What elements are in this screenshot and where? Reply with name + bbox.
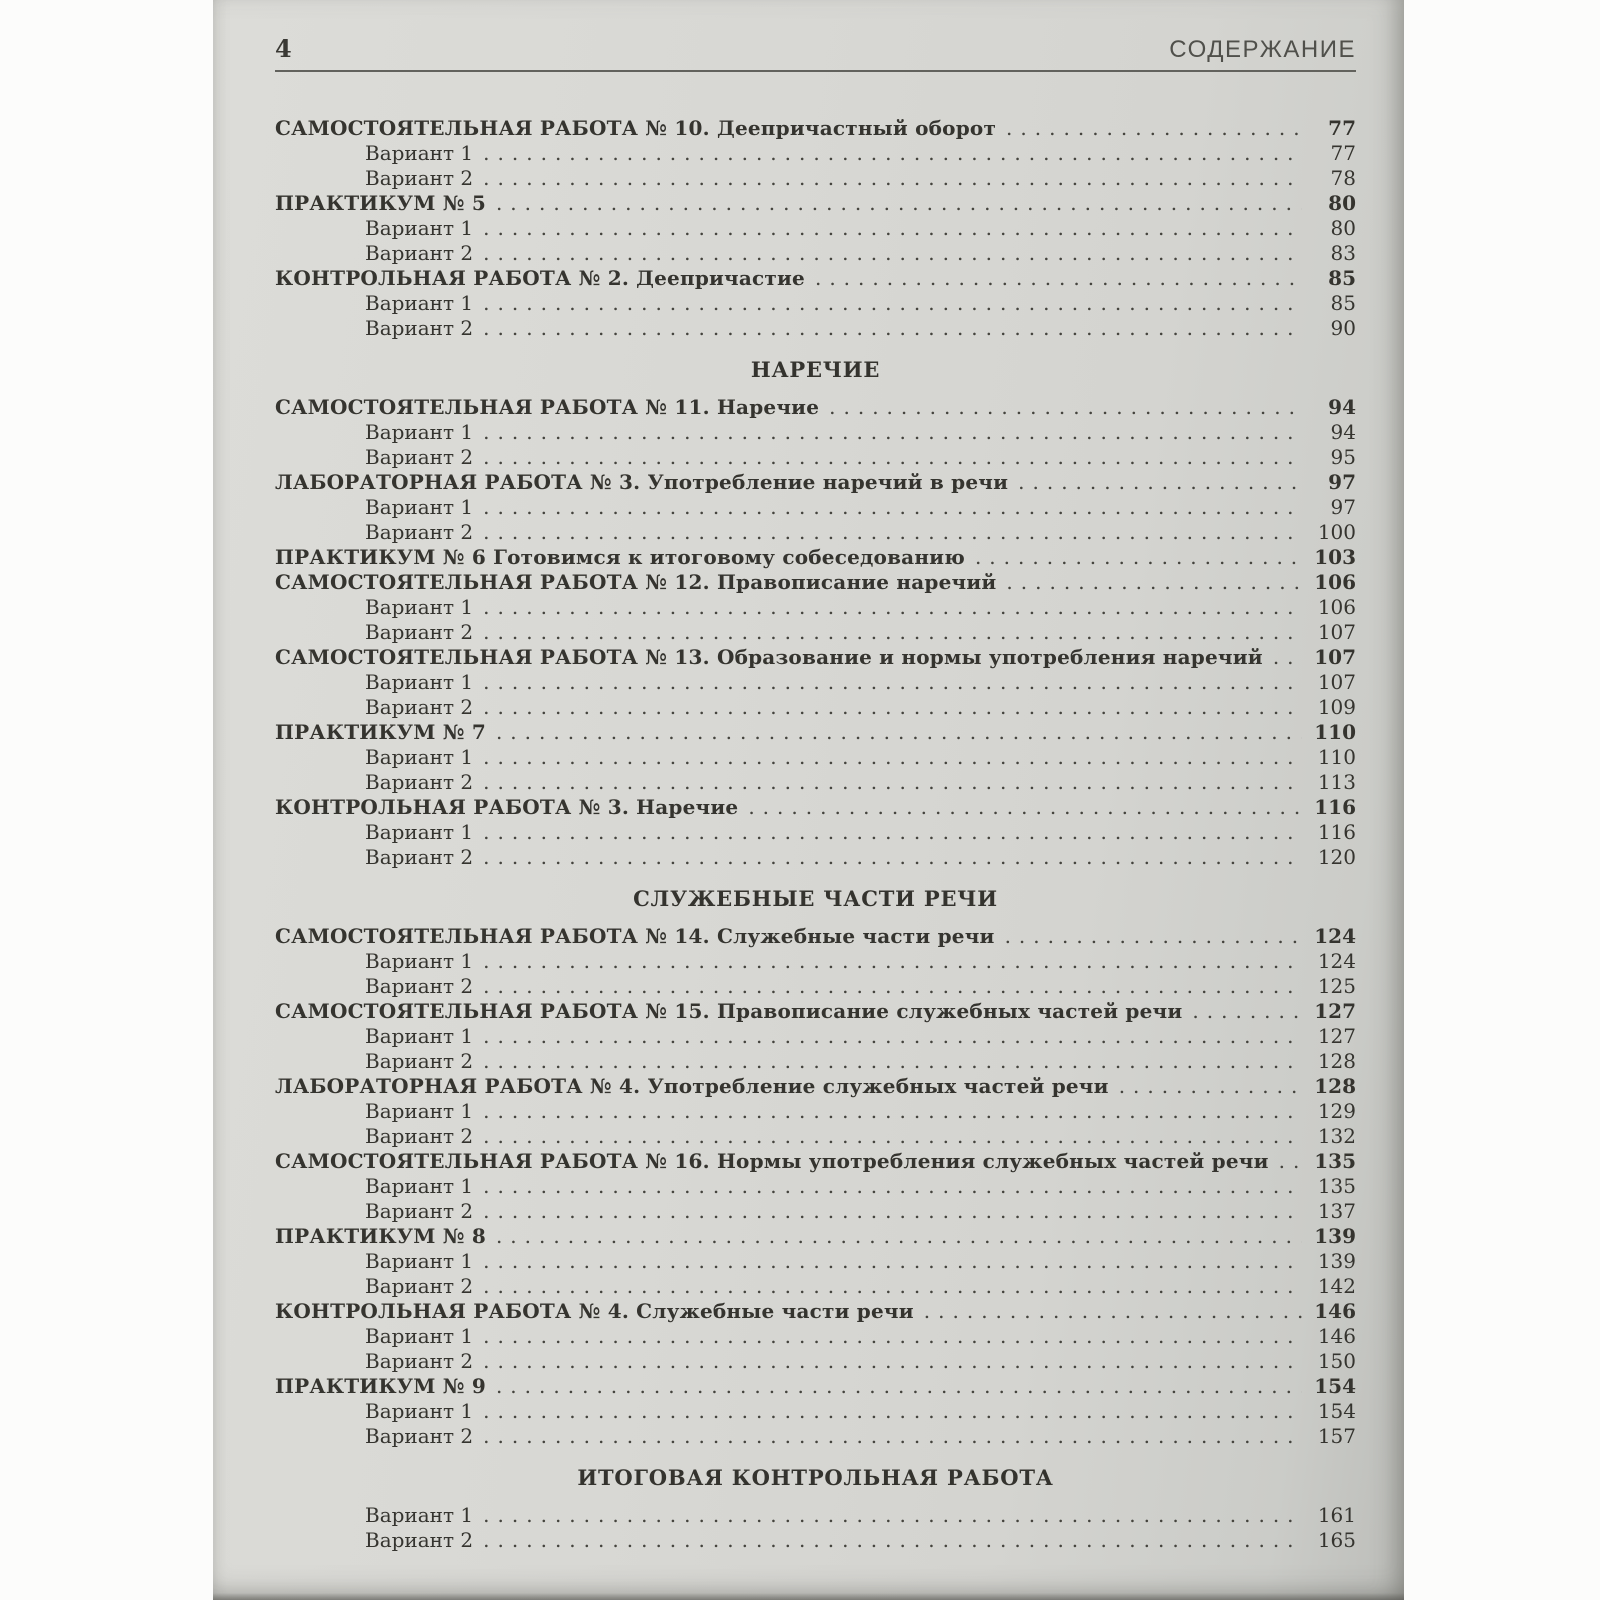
toc-entry	[275, 1074, 1356, 1099]
dot-leader	[483, 1399, 1302, 1424]
toc-entry-page: 139	[1314, 1224, 1356, 1248]
toc-entry-label: ПРАКТИКУМ № 7	[275, 720, 486, 744]
dot-leader	[483, 216, 1302, 241]
toc-subentry	[275, 695, 1356, 720]
toc-entry-page: 116	[1314, 795, 1356, 819]
toc-subentry	[275, 291, 1356, 316]
toc-entry-label: Вариант 2	[365, 1199, 474, 1223]
toc-entry	[275, 266, 1356, 291]
toc-subentry	[275, 1024, 1356, 1049]
toc-entry-label: ПРАКТИКУМ № 6 Готовимся к итоговому собеседованию	[275, 545, 965, 569]
dot-leader	[1006, 116, 1302, 141]
dot-leader	[975, 545, 1302, 570]
toc-entry-label: Вариант 1	[365, 1324, 474, 1348]
toc-subentry	[275, 520, 1356, 545]
toc-entry	[275, 1224, 1356, 1249]
dot-leader	[483, 241, 1302, 266]
toc-entry-label: Вариант 1	[365, 949, 474, 973]
page-header	[275, 34, 1356, 64]
header-rule	[275, 70, 1356, 72]
toc-entry-page: 116	[1317, 820, 1356, 844]
toc-entry-page: 157	[1317, 1424, 1356, 1448]
toc-entry-page: 127	[1314, 999, 1356, 1023]
toc-subentry	[275, 1049, 1356, 1074]
toc-entry-label: Вариант 2	[365, 1124, 474, 1148]
toc-subentry	[275, 166, 1356, 191]
toc-entry-label: Вариант 2	[365, 520, 474, 544]
toc-subentry	[275, 949, 1356, 974]
toc-entry-label: Вариант 2	[365, 770, 474, 794]
toc-entry-page: 165	[1317, 1528, 1356, 1552]
dot-leader	[483, 1503, 1302, 1528]
dot-leader	[483, 1528, 1302, 1553]
toc-entry-label: Вариант 1	[365, 291, 474, 315]
toc-entry-page: 125	[1317, 974, 1356, 998]
toc-entry-page: 139	[1317, 1249, 1356, 1273]
toc-entry-label: САМОСТОЯТЕЛЬНАЯ РАБОТА № 10. Деепричастный оборот	[275, 116, 997, 140]
dot-leader	[483, 1274, 1302, 1299]
toc-entry-page: 85	[1330, 291, 1356, 315]
dot-leader	[483, 1024, 1302, 1049]
dot-leader	[483, 1049, 1302, 1074]
toc-subentry	[275, 1174, 1356, 1199]
dot-leader	[483, 316, 1302, 341]
toc-entry-label: Вариант 1	[365, 1249, 474, 1273]
toc-entry-label: Вариант 2	[365, 445, 474, 469]
toc-entry-label: САМОСТОЯТЕЛЬНАЯ РАБОТА № 12. Правописание наречий	[275, 570, 997, 594]
toc-entry-label: ЛАБОРАТОРНАЯ РАБОТА № 3. Употребление наречий в речи	[275, 470, 1009, 494]
toc-subentry	[275, 495, 1356, 520]
toc-entry-page: 154	[1317, 1399, 1356, 1423]
toc-entry-label: КОНТРОЛЬНАЯ РАБОТА № 4. Служебные части речи	[275, 1299, 914, 1323]
toc-entry-page: 154	[1314, 1374, 1356, 1398]
toc-entry-page: 83	[1330, 241, 1356, 265]
toc-entry-page: 94	[1328, 395, 1356, 419]
toc-entry-page: 107	[1314, 645, 1356, 669]
toc-entry-label: Вариант 1	[365, 495, 474, 519]
dot-leader	[483, 1099, 1302, 1124]
dot-leader	[496, 720, 1302, 745]
dot-leader	[483, 974, 1302, 999]
toc-subentry	[275, 1503, 1356, 1528]
book-page	[213, 0, 1404, 1600]
dot-leader	[483, 770, 1302, 795]
toc-entry-label: ПРАКТИКУМ № 5	[275, 191, 486, 215]
toc-entry-page: 128	[1314, 1074, 1356, 1098]
toc-subentry	[275, 670, 1356, 695]
toc-entry-page: 124	[1314, 924, 1356, 948]
toc-entry-page: 107	[1317, 620, 1356, 644]
toc-entry-page: 135	[1317, 1174, 1356, 1198]
toc-entry-label: Вариант 1	[365, 141, 474, 165]
toc-entry-label: Вариант 1	[365, 745, 474, 769]
toc-entry-label: Вариант 2	[365, 166, 474, 190]
toc-subentry	[275, 1124, 1356, 1149]
toc-subentry	[275, 316, 1356, 341]
dot-leader	[496, 1224, 1302, 1249]
toc-subentry	[275, 770, 1356, 795]
toc-entry-page: 132	[1317, 1124, 1356, 1148]
toc-entry-label: Вариант 1	[365, 216, 474, 240]
toc-entry-page: 146	[1317, 1324, 1356, 1348]
page-number: 4	[275, 34, 292, 63]
toc-entry-page: 113	[1317, 770, 1356, 794]
dot-leader	[924, 1299, 1302, 1324]
dot-leader	[483, 495, 1302, 520]
toc-entry-page: 109	[1317, 695, 1356, 719]
toc-entry-label: САМОСТОЯТЕЛЬНАЯ РАБОТА № 13. Образование и нормы употребления наречий	[275, 645, 1263, 669]
dot-leader	[1279, 1149, 1302, 1174]
toc-entry-page: 110	[1317, 745, 1356, 769]
dot-leader	[1018, 470, 1302, 495]
toc-entry-page: 97	[1328, 470, 1356, 494]
dot-leader	[483, 845, 1302, 870]
toc-entry-page: 77	[1328, 116, 1356, 140]
toc-entry-label: САМОСТОЯТЕЛЬНАЯ РАБОТА № 11. Наречие	[275, 395, 820, 419]
toc-entry-page: 85	[1328, 266, 1356, 290]
dot-leader	[483, 166, 1302, 191]
toc-entry-label: САМОСТОЯТЕЛЬНАЯ РАБОТА № 15. Правописание служебных частей речи	[275, 999, 1183, 1023]
toc-entry-page: 129	[1317, 1099, 1356, 1123]
toc-entry	[275, 570, 1356, 595]
toc-entry-page: 77	[1330, 141, 1356, 165]
toc-entry-page: 161	[1317, 1503, 1356, 1527]
toc-entry	[275, 395, 1356, 420]
dot-leader	[496, 191, 1302, 216]
dot-leader	[483, 745, 1302, 770]
dot-leader	[483, 420, 1302, 445]
toc-entry-label: Вариант 1	[365, 595, 474, 619]
dot-leader	[483, 291, 1302, 316]
dot-leader	[483, 1249, 1302, 1274]
toc-entry	[275, 470, 1356, 495]
toc-subentry	[275, 820, 1356, 845]
toc-subentry	[275, 595, 1356, 620]
toc-entry	[275, 924, 1356, 949]
toc-subentry	[275, 845, 1356, 870]
dot-leader	[483, 620, 1302, 645]
toc-entry	[275, 545, 1356, 570]
toc-entry-page: 94	[1330, 420, 1356, 444]
toc-subentry	[275, 216, 1356, 241]
toc-entry-page: 107	[1317, 670, 1356, 694]
dot-leader	[483, 1324, 1302, 1349]
toc-subentry	[275, 241, 1356, 266]
toc-entry-label: Вариант 2	[365, 1424, 474, 1448]
toc-entry-page: 80	[1330, 216, 1356, 240]
toc-entry-page: 97	[1330, 495, 1356, 519]
toc-subentry	[275, 1324, 1356, 1349]
toc-subentry	[275, 1199, 1356, 1224]
toc-entry	[275, 191, 1356, 216]
dot-leader	[483, 520, 1302, 545]
toc-entry-label: Вариант 2	[365, 241, 474, 265]
toc-section-header: ИТОГОВАЯ КОНТРОЛЬНАЯ РАБОТА	[577, 1465, 1054, 1490]
toc-entry-label: Вариант 2	[365, 1528, 474, 1552]
dot-leader	[483, 670, 1302, 695]
dot-leader	[1119, 1074, 1302, 1099]
toc-entry-label: Вариант 1	[365, 420, 474, 444]
dot-leader	[1273, 645, 1302, 670]
toc-entry-page: 150	[1317, 1349, 1356, 1373]
toc-entry-label: Вариант 1	[365, 1099, 474, 1123]
dot-leader	[1192, 999, 1302, 1024]
dot-leader	[483, 1424, 1302, 1449]
toc-entry	[275, 116, 1356, 141]
toc-entry-label: Вариант 1	[365, 1503, 474, 1527]
toc-entry-page: 90	[1330, 316, 1356, 340]
dot-leader	[1005, 924, 1302, 949]
toc-entry	[275, 645, 1356, 670]
toc-entry-page: 106	[1317, 595, 1356, 619]
toc-entry-label: Вариант 2	[365, 1349, 474, 1373]
toc-entry-page: 128	[1317, 1049, 1356, 1073]
dot-leader	[483, 141, 1302, 166]
toc-entry-label: Вариант 2	[365, 695, 474, 719]
toc-entry-label: Вариант 1	[365, 820, 474, 844]
toc-entry-label: ЛАБОРАТОРНАЯ РАБОТА № 4. Употребление служебных частей речи	[275, 1074, 1109, 1098]
toc-entry-page: 103	[1314, 545, 1356, 569]
dot-leader	[815, 266, 1302, 291]
toc-entry-page: 146	[1314, 1299, 1356, 1323]
dot-leader	[483, 595, 1302, 620]
toc-entry-page: 95	[1330, 445, 1356, 469]
toc-entry-page: 124	[1317, 949, 1356, 973]
dot-leader	[496, 1374, 1302, 1399]
dot-leader	[483, 820, 1302, 845]
toc-subentry	[275, 1099, 1356, 1124]
toc-entry-page: 135	[1314, 1149, 1356, 1173]
toc-entry-label: Вариант 2	[365, 1274, 474, 1298]
toc-subentry	[275, 1274, 1356, 1299]
toc-entry-label: Вариант 1	[365, 670, 474, 694]
toc-subentry	[275, 445, 1356, 470]
toc-section-header: НАРЕЧИЕ	[750, 357, 881, 382]
toc-entry-page: 127	[1317, 1024, 1356, 1048]
toc-entry-page: 80	[1328, 191, 1356, 215]
toc-entry-label: Вариант 2	[365, 974, 474, 998]
toc-subentry	[275, 1528, 1356, 1553]
toc-entry-label: КОНТРОЛЬНАЯ РАБОТА № 3. Наречие	[275, 795, 739, 819]
dot-leader	[483, 1124, 1302, 1149]
toc-entry-label: ПРАКТИКУМ № 8	[275, 1224, 486, 1248]
toc-subentry	[275, 141, 1356, 166]
toc-entry-label: Вариант 1	[365, 1399, 474, 1423]
dot-leader	[483, 1174, 1302, 1199]
dot-leader	[483, 1349, 1302, 1374]
toc-subentry	[275, 1349, 1356, 1374]
toc-entry	[275, 1374, 1356, 1399]
dot-leader	[483, 949, 1302, 974]
toc-entry-page: 120	[1317, 845, 1356, 869]
toc-entry-page: 100	[1317, 520, 1356, 544]
toc-entry-label: Вариант 2	[365, 845, 474, 869]
toc-entry-label: САМОСТОЯТЕЛЬНАЯ РАБОТА № 14. Служебные части речи	[275, 924, 995, 948]
toc-entry-label: Вариант 1	[365, 1024, 474, 1048]
toc-subentry	[275, 1424, 1356, 1449]
toc-section-header: СЛУЖЕБНЫЕ ЧАСТИ РЕЧИ	[633, 886, 998, 911]
dot-leader	[748, 795, 1302, 820]
dot-leader	[483, 695, 1302, 720]
toc-entry-label: ПРАКТИКУМ № 9	[275, 1374, 486, 1398]
toc-entry-page: 106	[1314, 570, 1356, 594]
toc-entry-page: 78	[1330, 166, 1356, 190]
dot-leader	[829, 395, 1302, 420]
toc-subentry	[275, 1399, 1356, 1424]
toc-subentry	[275, 620, 1356, 645]
toc-entry-label: КОНТРОЛЬНАЯ РАБОТА № 2. Деепричастие	[275, 266, 805, 290]
toc-entry-page: 110	[1314, 720, 1356, 744]
toc-entry-page: 137	[1317, 1199, 1356, 1223]
running-title: СОДЕРЖАНИЕ	[1169, 36, 1356, 63]
dot-leader	[1006, 570, 1302, 595]
toc-entry-page: 142	[1317, 1274, 1356, 1298]
toc-entry-label: Вариант 2	[365, 620, 474, 644]
toc-entry	[275, 1149, 1356, 1174]
toc-entry	[275, 720, 1356, 745]
toc-subentry	[275, 745, 1356, 770]
toc-subentry	[275, 1249, 1356, 1274]
dot-leader	[483, 445, 1302, 470]
toc-subentry	[275, 420, 1356, 445]
toc-entry-label: Вариант 2	[365, 1049, 474, 1073]
toc-subentry	[275, 974, 1356, 999]
dot-leader	[483, 1199, 1302, 1224]
toc-entry-label: Вариант 1	[365, 1174, 474, 1198]
toc-entry	[275, 999, 1356, 1024]
toc-entry	[275, 1299, 1356, 1324]
toc-list	[275, 116, 1356, 1553]
toc-entry-label: Вариант 2	[365, 316, 474, 340]
toc-entry	[275, 795, 1356, 820]
toc-entry-label: САМОСТОЯТЕЛЬНАЯ РАБОТА № 16. Нормы употребления служебных частей речи	[275, 1149, 1269, 1173]
